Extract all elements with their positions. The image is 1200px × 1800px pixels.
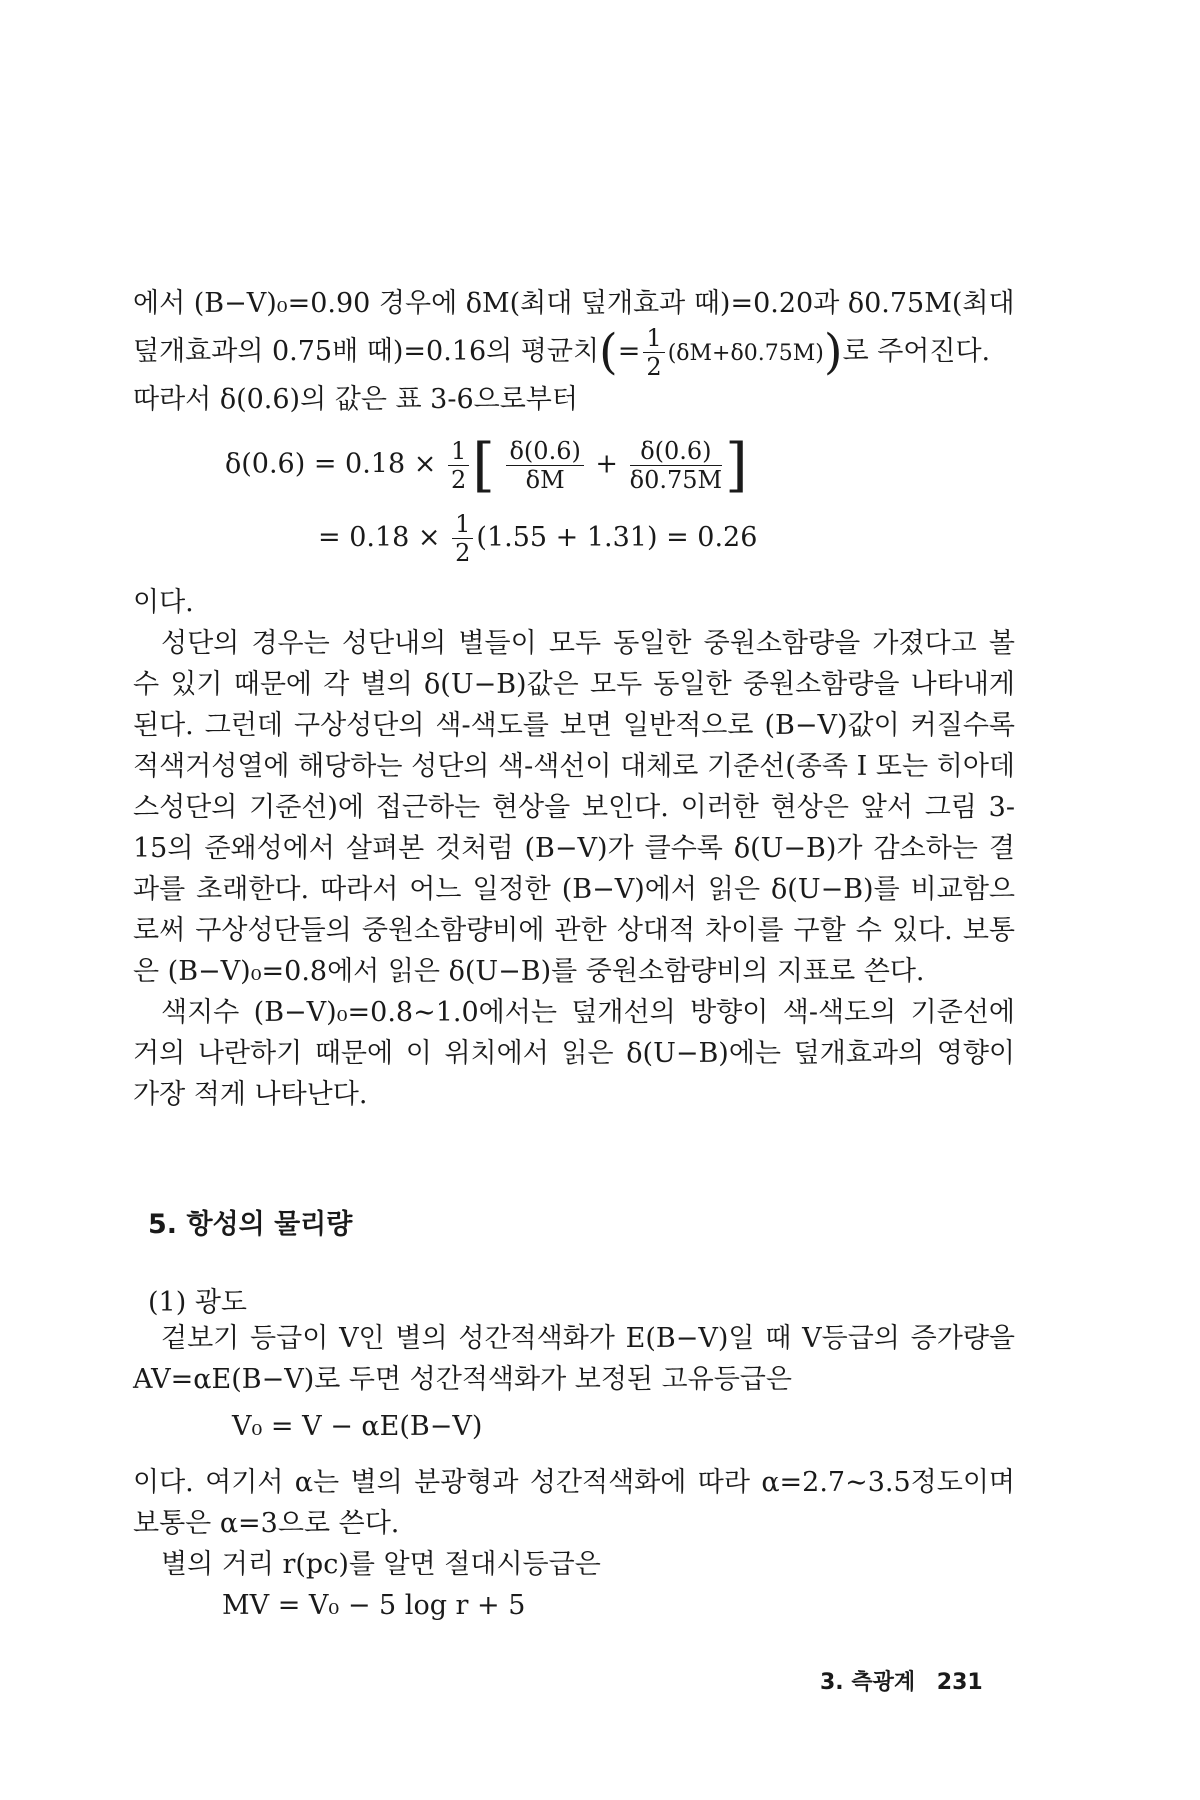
open-paren: (: [599, 324, 618, 380]
intro-line-2: 덮개효과의 0.75배 때)=0.16의 평균치(= $\frac{1}{2}$ (δM+δ0.75M))로 주어진다.: [133, 324, 991, 381]
intro-line-1: 에서 (B−V)₀=0.90 경우에 δM(최대 덮개효과 때)=0.20과 δ0.75M(최대: [133, 288, 1015, 319]
page-number: 231: [936, 1670, 983, 1695]
section-heading: 5. 항성의 물리량: [148, 1209, 353, 1240]
eq1-lhs: δ(0.6) = 0.18 ×: [225, 448, 437, 480]
eq1-close-bracket: ]: [725, 431, 748, 499]
paragraph-color-index: 색지수 (B−V)₀=0.8∼1.0에서는 덮개선의 방향이 색-색도의 기준선에 거의 나란하기 때문에 이 위치에서 읽은 δ(U−B)에는 덮개효과의 영향이 가장 적게 나타난다.: [133, 997, 1015, 1110]
paragraph-clusters: 성단의 경우는 성단내의 별들이 모두 동일한 중원소함량을 가졌다고 볼 수 있기 때문에 각 별의 δ(U−B)값은 모두 동일한 중원소함량을 나타내게 된다. 그런데 구상성단의 색-색도를 보면 일반적으로 (B−V)값이 커질수록 적색거성열에 해당하는 성단의 색-색선이 대체로 기준선(종족 I 또는 히아데스성단의 기준선)에 접근하는 현상을 보인다. 이러한 현상은 앞서 그림 3-15의 준왜성에서 살펴본 것처럼 (B−V)가 클수록 δ(U−B)가 감소하는 결과를 초래한다. 따라서 어느 일정한 (B−V)에서 읽은 δ(U−B)를 비교함으로써 구상성단들의 중원소함량비에 관한 상대적 차이를 구할 수 있다. 보통은 (B−V)₀=0.8에서 읽은 δ(U−B)를 중원소함량비의 지표로 쓴다.: [133, 628, 1015, 987]
page-footer: [820, 1665, 997, 1696]
line-ida: 이다.: [133, 587, 194, 618]
eq1-open-bracket: [: [472, 431, 495, 499]
paragraph-luminosity: [133, 1318, 1015, 1400]
footer-chapter: 3. 측광계: [820, 1670, 916, 1695]
paragraph-intro: [133, 283, 1015, 420]
intro-line-2-inner: (δM+δ0.75M): [667, 341, 824, 366]
intro-line-2-after: 로 주어진다.: [842, 336, 991, 367]
equation-1: [225, 431, 748, 499]
eq2-lhs: = 0.18 ×: [318, 522, 441, 553]
subsection-heading: (1) 광도: [148, 1287, 247, 1318]
eq1-frac1: $\frac{\delta(0.6)}{\delta M}$: [506, 439, 583, 492]
eq2-rhs: (1.55 + 1.31) = 0.26: [476, 522, 758, 553]
equation-3: V₀ = V − αE(B−V): [232, 1411, 483, 1442]
close-paren: ): [823, 324, 843, 380]
eq1-plus: +: [595, 448, 619, 480]
paragraph-alpha-text: 이다. 여기서 α는 별의 분광형과 성간적색화에 따라 α=2.7∼3.5정도이며 보통은 α=3으로 쓴다.: [133, 1467, 1015, 1539]
intro-line-2-before: 덮개효과의 0.75배 때)=0.16의 평균치: [133, 336, 600, 367]
intro-line-3: 따라서 δ(0.6)의 값은 표 3-6으로부터: [133, 384, 578, 415]
paragraph-luminosity-text: 겉보기 등급이 V인 별의 성간적색화가 E(B−V)일 때 V등급의 증가량을 AV=αE(B−V)로 두면 성간적색화가 보정된 고유등급은: [133, 1323, 1015, 1395]
eq1-half: $\frac{1}{2}$: [448, 439, 469, 492]
equation-2: [318, 512, 757, 565]
eq1-frac2: $\frac{\delta(0.6)}{\delta 0.75M}$: [629, 436, 723, 494]
half-fraction: $\frac{1}{2}$: [643, 326, 664, 379]
paragraph-distance: 별의 거리 r(pc)를 알면 절대시등급은: [161, 1549, 601, 1580]
equation-4: MV = V₀ − 5 log r + 5: [222, 1590, 526, 1621]
body-text: [133, 582, 1015, 1115]
paragraph-alpha: [133, 1462, 1015, 1585]
eq2-half: $\frac{1}{2}$: [452, 512, 473, 565]
